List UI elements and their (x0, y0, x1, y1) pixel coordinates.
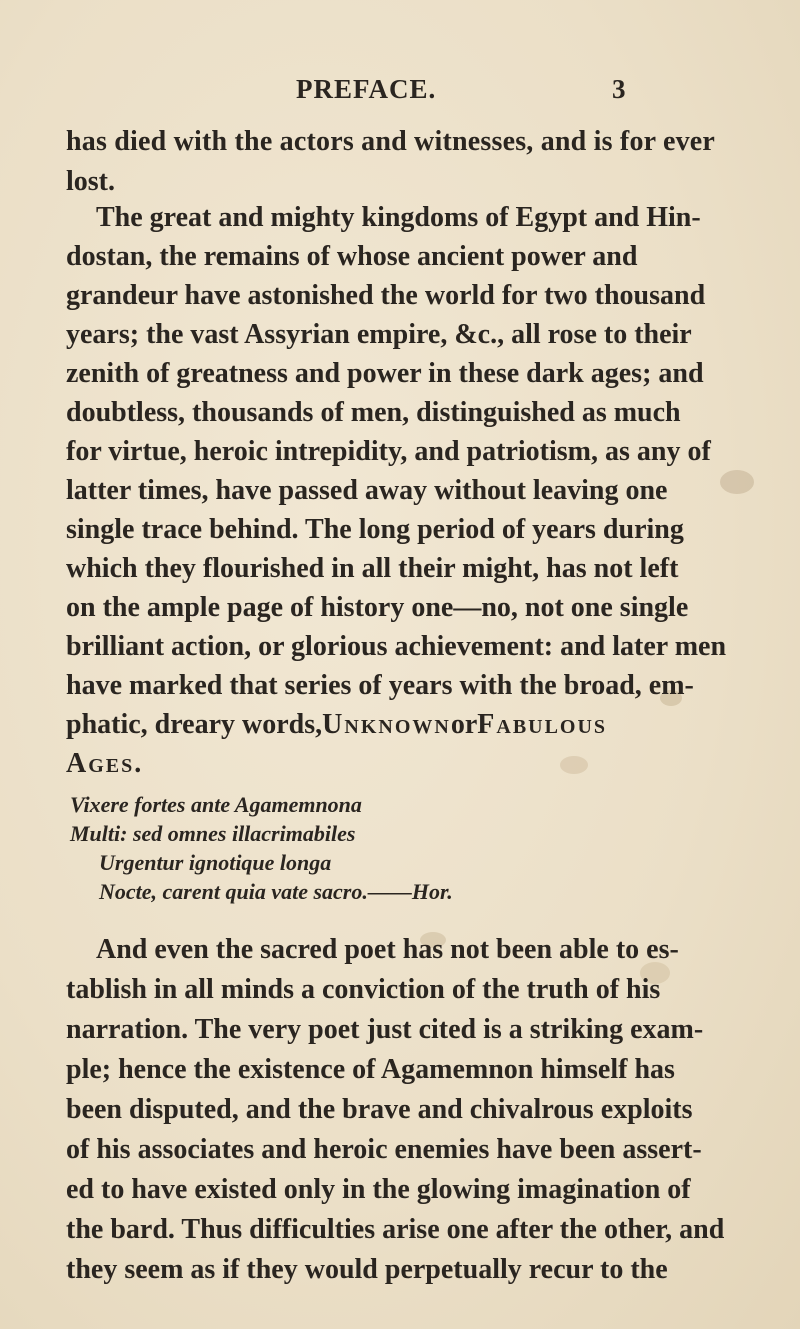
emphasis-word: Unknown (322, 709, 451, 740)
text-segment: phatic, dreary words, (66, 709, 323, 740)
text-line: And even the sacred poet has not been able to es- (96, 934, 679, 965)
text-line: zenith of greatness and power in these dark ages; and (66, 358, 704, 389)
text-line: brilliant action, or glorious achievement: and later men (66, 631, 727, 662)
text-line: lost. (66, 166, 115, 197)
emphasis-word: Fabulous (477, 709, 608, 740)
text-line: for virtue, heroic intrepidity, and patriotism, as any of (66, 436, 711, 467)
text-line: they seem as if they would perpetually recur to the (66, 1254, 668, 1285)
running-head: PREFACE. (296, 74, 437, 104)
text-line: years; the vast Assyrian empire, &c., all rose to their (66, 319, 692, 350)
text-line: the bard. Thus difficulties arise one after the other, and (66, 1214, 725, 1245)
text-line: doubtless, thousands of men, distinguished as much (66, 397, 681, 428)
text-line: been disputed, and the brave and chivalrous exploits (66, 1094, 693, 1125)
text-line: single trace behind. The long period of years during (66, 514, 684, 545)
text-line: latter times, have passed away without leaving one (66, 475, 668, 506)
page-header (0, 74, 800, 114)
foxing-stain (560, 756, 588, 774)
emphasis-word: Ages. (66, 748, 144, 779)
quotation-line: Vixere fortes ante Agamemnona (70, 792, 362, 817)
text-line: which they flourished in all their might, has not left (66, 553, 679, 584)
text-line: The great and mighty kingdoms of Egypt and Hin- (96, 202, 701, 233)
text-line: narration. The very poet just cited is a striking exam- (66, 1014, 704, 1045)
quotation-line: Multi: sed omnes illacrimabiles (70, 821, 356, 846)
quotation-line: Nocte, carent quia vate sacro.——Hor. (99, 879, 453, 904)
text-segment: or (450, 709, 478, 740)
text-line-with-emphasis (66, 705, 608, 745)
text-line: dostan, the remains of whose ancient power and (66, 241, 638, 272)
text-line: ple; hence the existence of Agamemnon himself has (66, 1054, 675, 1085)
text-line: tablish in all minds a conviction of the truth of his (66, 974, 661, 1005)
text-line: ed to have existed only in the glowing imagination of (66, 1174, 691, 1205)
text-line: grandeur have astonished the world for two thousand (66, 280, 706, 311)
quotation-line: Urgentur ignotique longa (99, 850, 332, 875)
page-number: 3 (612, 74, 626, 104)
foxing-stain (720, 470, 754, 494)
text-line: has died with the actors and witnesses, and is for ever (66, 126, 716, 157)
text-line: of his associates and heroic enemies have been assert- (66, 1134, 702, 1165)
text-line: have marked that series of years with the broad, em- (66, 670, 694, 701)
text-line: on the ample page of history one—no, not one single (66, 592, 689, 623)
